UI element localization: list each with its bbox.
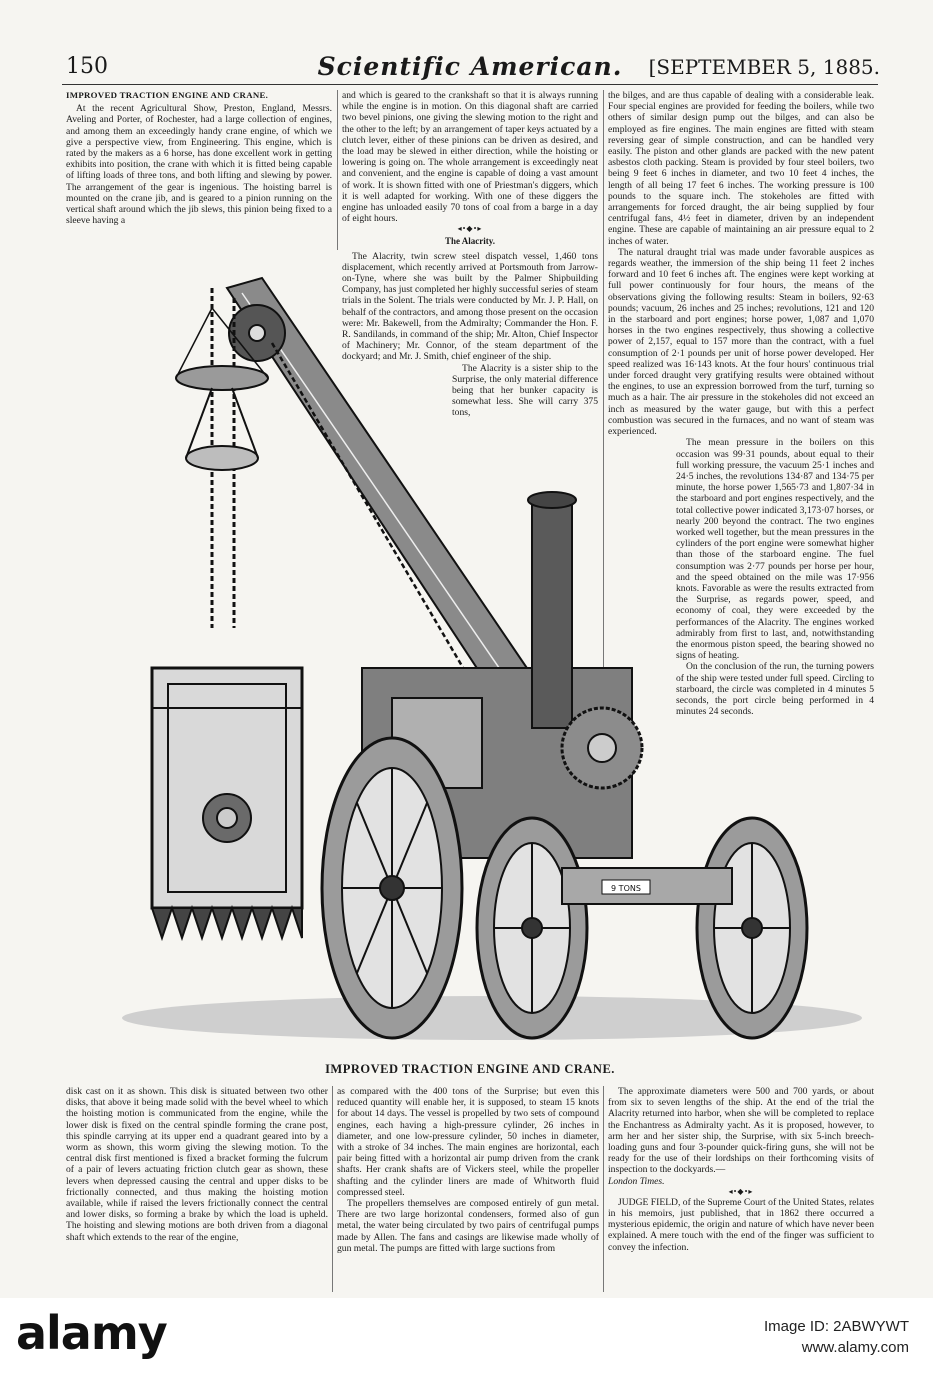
page-number: 150 [66,54,108,79]
masthead-rule [62,84,878,85]
stock-image-info [764,1316,909,1358]
article-text: disk cast on it as shown. This disk is situated between two other disks, that above it being made solid with the bevel wheel to which the hoisting motion is communicated from the engine, while the lower disk is fixed on the central spindle forming the crane post, this spindle carrying at its upper end a quadrant geared into by a worm as shown, this worm giving the slewing motion. To the central disk first mentioned is fixed a bracket forming the fulcrum of a pair of levers actuating friction clutch gear as shown, these levers when depressed causing the central and upper disks to be frictionally connected, and thus making the hoisting motion available, while if raised the levers frictionally connect the central and lower disks, so forming a brake by which the load is upheld. The hoisting and slewing motions are both driven from a diagonal shaft which extends to the rear of the engine, [66,1086,328,1243]
article-heading-traction: IMPROVED TRACTION ENGINE AND CRANE. [66,90,269,100]
column-bottom-left [66,1086,328,1243]
column-divider [332,1086,333,1292]
article-text: The Alacrity, twin screw steel dispatch vessel, 1,460 tons displacement, which recently arrived at Portsmouth from Jarrow-on-Tyne, where she was built by the Palmer Shipbuilding Company, has just completed her highly successful series of steam trials in the Solent. The trials were conducted by Mr. J. P. Hall, on behalf of the contractors, and among those present on the occasion were: Mr. Bakewell, from the Admiralty; Commander the Hon. F. R. Sandilands, in command of the ship; Mr. Alton, Chief Inspector of Machinery; Mr. Connor, of the steam department of the dockyard; and Mr. J. Smith, chief engineer of the ship. [342,250,598,363]
traction-engine-crane-illustration [62,248,878,1058]
stock-site-url: www.alamy.com [801,1339,909,1356]
article-text: and which is geared to the crankshaft so that it is always running while the engine is in motion. On this diagonal shaft are carried two bevel pinions, one giving the slewing motion to the right and the other to the left; by an arrangement of taper keys actuated by a clutch lever, either of these pinions can be driven as desired, and the load may be slewed in either direction, while the hoisting or lowering is going on. The whole arrangement is exceedingly neat and convenient, and the engine is capable of doing a vast amount of work. It is shown fitted with one of Priestman's diggers, which it is well adapted for working. With one of these diggers the engine has unloaded easily 70 tons of coal from a barge in a day of eight hours. [342,90,598,225]
article-text: The approximate diameters were 500 and 700 yards, or about from six to seven lengths of the ship. At the end of the trial the Alacrity returned into harbor, when she will be completed to replace the Enchantress as Admiralty yacht. As it is proposed, however, to arm her and her sister ship, the Surprise, with six 5-inch breech-loading guns and four 3-pounder quick-firing guns, she will not be ready for the use of their lordships on their forthcoming visits of inspection to the dockyards.— [608,1086,874,1176]
article-text: At the recent Agricultural Show, Preston, England, Messrs. Aveling and Porter, of Rochester, had a large collection of engines, and among them an exceedingly handy crane engine, of which we give a perspective view, from Engineering. This engine, which is rated by the makers as a 6 horse, has done excellent work in getting exhibits into position, the crane with which it is fitted being capable of lifting loads of three tons, and both lifting and slewing by power. The arrangement of the gear is ingenious. The hoisting barrel is mounted on the crane jib, and is geared to a pinion running on the vertical shaft around which the jib slews, this pinion being fixed to a sleeve having a [66,103,332,227]
article-text-judge: JUDGE FIELD, of the Supreme Court of the United States, relates in his memoirs, just published, that in 1862 there occurred a mysterious epidemic, the origin and nature of which have never been explained. A mere touch with the end of the finger was sufficient to convey the infection. [608,1196,874,1253]
column-bottom-middle [337,1086,599,1254]
ornament-divider: ◂•◆•▸ [457,224,483,234]
stock-image-id: Image ID: 2ABWYWT [763,1318,909,1335]
article-source: London Times. [608,1175,665,1187]
column-divider [603,1086,604,1292]
masthead [60,52,880,82]
ornament-divider: ◂•◆•▸ [728,1186,754,1196]
newspaper-title: Scientific American. [317,52,623,81]
article-text: The natural draught trial was made under favorable auspices as regards weather, the immersion of the ship being 11 feet 2 inches forward and 10 feet 6 inches aft. The engines were kept working at full power continuously for four hours, the means of the observations giving the following results: Steam in boilers, 92·63 pounds; vacuum, 26 inches and 25 inches; revolutions, 121 and 120 in the starboard and port engines; horse power, 1,087 and 1,070 horses in the two engines respectively, thus showing a collective power of 2,157, equal to 157 more than the contract, with a fuel consumption of 2·1 pounds per unit of horse power developed. Her speed realized was 16·143 knots. At the four hours' continuous trial under forced draught very gratifying results were obtained without the engines, to use an expression borrowed from the turf, turning so much as a hair. The air pressure in the stokeholes did not exceed an inch as measured by the water gauge, but with this a perfect combustion was secured in the furnaces, and no want of steam was experienced. [608,246,874,438]
alamy-logo: alamy [16,1306,167,1360]
article-text: The propellers themselves are composed entirely of gun metal. There are two large horizontal condensers, formed also of gun metal, the water being circulated by two pairs of centrifugal pumps made by Allen. The fans and casings are likewise made wholly of gun metal. The pumps are fitted with large suctions from [337,1198,599,1254]
figure-caption: IMPROVED TRACTION ENGINE AND CRANE. [325,1062,615,1076]
column-top-left [66,90,332,226]
issue-date: [SEPTEMBER 5, 1885. [648,55,880,79]
column-divider [337,90,338,250]
article-heading-alacrity: The Alacrity. [445,236,495,247]
article-text: The mean pressure in the boilers on this occasion was 99·31 pounds, about equal to their full working pressure, the vacuum 25·1 inches and 24·5 inches, the revolutions 134·87 and 134·75 per minute, the horse power 1,565·73 and 1,807·34 in the starboard and port engines respectively, and the total collective power indicated 3,173·07 horses, or nearly 200 beyond the contract. The two engines worked well together, but the mean pressures in the cylinders of the port engine were somewhat higher than those of the starboard engine. The fuel consumption was 2·77 pounds per horse per hour, and the speed obtained on the mile was 17·956 knots. Favorable as were the results extracted from the Surprise, as regards power, speed, and economy of coal, they were exceeded by the performances of the Alacrity. The engines worked admirably from first to last, and, notwithstanding the enormous piston speed, the bearing showed no signs of heating. [676,437,874,662]
article-text: On the conclusion of the run, the turning powers of the ship were tested under full speed. Circling to starboard, the circle was completed in 4 minutes 5 seconds, the port circle being performed in 4 minutes 24 seconds. [676,661,874,718]
plate-label: 9 TONS [611,884,641,893]
article-text: as compared with the 400 tons of the Surprise; but even this reduced quantity will enable her, it is supposed, to steam 15 knots for about 14 days. The vessel is propelled by two sets of compound engines, each having a high-pressure cylinder, 26 inches in diameter, and one low-pressure cylinder, 50 inches in diameter, with a stroke of 34 inches. The main engines are horizontal, each pair being fitted with a horizontal air pump driven from the crank shafts. Her crank shafts are of Vickers steel, while the propeller shafting and the cylinder liners are made of Whitworth fluid compressed steel. [337,1086,599,1198]
article-text: The Alacrity is a sister ship to the Surprise, the only material difference being that her bunker capacity is somewhat less. She will carry 375 tons, [452,362,598,419]
column-bottom-right [608,1086,874,1253]
article-text: the bilges, and are thus capable of dealing with a considerable leak. Four special engines are provided for feeding the boilers, while two others of similar design pump out the bilges, and can also be employed as fire engines. The main engines are fitted with steam reversing gear of simple construction, and can be handled very easily. The piston and other glands are packed with the new patent asbestos cloth packing. Steam is provided by four steel boilers, two being 9 feet 6 inches in diameter, and two 10 feet 4 inches, the length of all being 17 feet 6 inches. The working pressure is 100 pounds to the square inch. The stokeholes are fitted with arrangements for forced draught, the air being supplied by four centrifugal fans, 4½ feet in diameter, driven by an independent engine. These are capable of maintaining an air pressure equal to 2 inches of water. [608,90,874,247]
